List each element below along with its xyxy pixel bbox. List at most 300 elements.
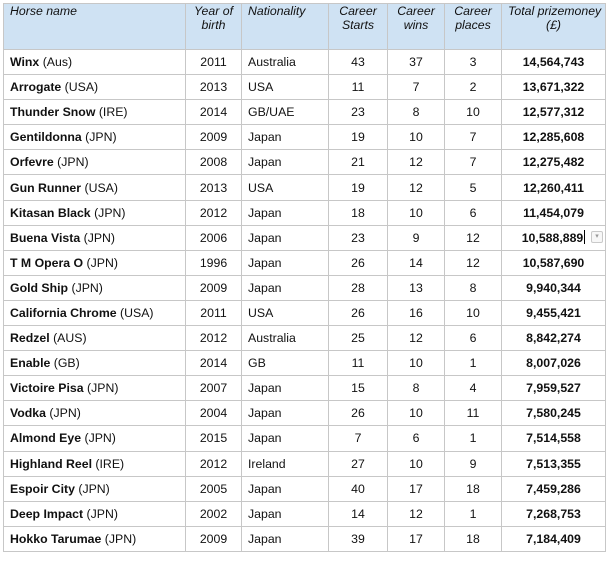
horse-origin: (JPN) — [78, 481, 110, 496]
table-row — [4, 150, 606, 175]
cell-career-starts-value: 7 — [354, 431, 362, 446]
cell-career-starts[interactable] — [329, 275, 388, 300]
header-row — [4, 4, 606, 50]
horse-origin: (IRE) — [95, 456, 125, 471]
cell-nationality-value: Japan — [248, 506, 282, 521]
cell-career-starts[interactable] — [329, 175, 388, 200]
table-body — [4, 50, 606, 552]
cell-horse-name[interactable] — [4, 451, 186, 476]
cell-nationality[interactable] — [242, 225, 329, 250]
cell-career-wins-value: 12 — [409, 155, 423, 170]
cell-career-wins[interactable] — [388, 175, 445, 200]
header-total-prizemoney[interactable]: Total prizemoney (£) — [502, 4, 606, 50]
cell-career-wins-value: 17 — [409, 531, 423, 546]
cell-career-wins-value: 37 — [409, 55, 423, 70]
cell-career-places[interactable] — [445, 275, 502, 300]
cell-career-places[interactable] — [445, 50, 502, 75]
cell-year-of-birth[interactable] — [186, 401, 242, 426]
cell-nationality[interactable] — [242, 75, 329, 100]
cell-nationality[interactable] — [242, 326, 329, 351]
table-row — [4, 50, 606, 75]
cell-horse-name[interactable] — [4, 501, 186, 526]
cell-total-prizemoney-value: 7,580,245 — [526, 406, 581, 421]
cell-total-prizemoney-value: 9,940,344 — [526, 280, 581, 295]
cell-year-of-birth-value: 2005 — [199, 481, 228, 496]
cell-total-prizemoney-value: 13,671,322 — [522, 80, 585, 95]
horse-origin: (JPN) — [71, 280, 103, 295]
cell-nationality[interactable] — [242, 275, 329, 300]
cell-nationality[interactable] — [242, 451, 329, 476]
cell-career-starts-value: 19 — [351, 130, 365, 145]
cell-career-places[interactable] — [445, 501, 502, 526]
cell-nationality-value: Japan — [248, 481, 282, 496]
cell-horse-name[interactable] — [4, 426, 186, 451]
cell-total-prizemoney-value: 10,588,889 — [521, 231, 584, 246]
cell-career-places-value: 1 — [469, 506, 477, 521]
cell-nationality[interactable] — [242, 476, 329, 501]
horse-name: T M Opera O — [10, 255, 84, 270]
chevron-down-icon[interactable]: ▾ — [591, 231, 603, 243]
cell-career-starts[interactable] — [329, 200, 388, 225]
horse-origin: (JPN) — [84, 431, 116, 446]
cell-career-wins-value: 12 — [409, 506, 423, 521]
cell-nationality-value: Japan — [248, 230, 282, 245]
cell-career-wins[interactable] — [388, 125, 445, 150]
cell-career-starts[interactable] — [329, 401, 388, 426]
cell-horse-name[interactable] — [4, 100, 186, 125]
cell-total-prizemoney[interactable] — [502, 476, 606, 501]
cell-horse-name[interactable] — [4, 300, 186, 325]
cell-career-wins[interactable] — [388, 476, 445, 501]
horse-name: California Chrome — [10, 305, 117, 320]
horse-name: Victoire Pisa — [10, 381, 84, 396]
cell-total-prizemoney[interactable] — [502, 300, 606, 325]
cell-total-prizemoney-value: 9,455,421 — [526, 305, 581, 320]
cell-year-of-birth[interactable] — [186, 175, 242, 200]
cell-year-of-birth-value: 2009 — [199, 280, 228, 295]
cell-career-starts[interactable] — [329, 476, 388, 501]
cell-career-places[interactable] — [445, 75, 502, 100]
cell-career-places-value: 12 — [466, 230, 480, 245]
cell-career-starts-value: 15 — [351, 381, 365, 396]
cell-career-places-value: 10 — [466, 305, 480, 320]
cell-career-wins-value: 12 — [409, 180, 423, 195]
cell-career-starts[interactable] — [329, 150, 388, 175]
cell-horse-name[interactable] — [4, 326, 186, 351]
cell-year-of-birth-value: 2004 — [199, 406, 228, 421]
horse-name: Redzel — [10, 331, 50, 346]
cell-nationality-value: Japan — [248, 255, 282, 270]
cell-year-of-birth[interactable] — [186, 300, 242, 325]
cell-year-of-birth-value: 2012 — [199, 331, 228, 346]
cell-career-wins[interactable] — [388, 501, 445, 526]
cell-career-starts[interactable] — [329, 376, 388, 401]
cell-career-wins-value: 10 — [409, 356, 423, 371]
cell-nationality-value: GB/UAE — [248, 105, 295, 120]
cell-horse-name[interactable] — [4, 225, 186, 250]
cell-horse-name[interactable] — [4, 150, 186, 175]
cell-total-prizemoney-value: 8,842,274 — [526, 331, 581, 346]
cell-career-places-value: 7 — [469, 130, 477, 145]
cell-career-starts[interactable] — [329, 501, 388, 526]
horse-name: Enable — [10, 356, 51, 371]
cell-horse-name[interactable] — [4, 476, 186, 501]
horse-origin: (USA) — [120, 305, 154, 320]
data-table — [3, 3, 606, 552]
cell-career-places-value: 9 — [469, 456, 477, 471]
horse-name: Orfevre — [10, 155, 54, 170]
cell-career-starts[interactable] — [329, 75, 388, 100]
cell-year-of-birth[interactable] — [186, 451, 242, 476]
cell-total-prizemoney[interactable] — [502, 426, 606, 451]
cell-year-of-birth[interactable] — [186, 275, 242, 300]
cell-horse-name[interactable] — [4, 250, 186, 275]
cell-career-wins-value: 9 — [412, 230, 420, 245]
cell-nationality[interactable] — [242, 376, 329, 401]
cell-career-places-value: 5 — [469, 180, 477, 195]
cell-career-places[interactable] — [445, 526, 502, 551]
cell-horse-name[interactable] — [4, 401, 186, 426]
cell-career-places[interactable] — [445, 476, 502, 501]
cell-total-prizemoney-value: 7,959,527 — [526, 381, 581, 396]
horse-name: Gold Ship — [10, 280, 69, 295]
cell-horse-name[interactable] — [4, 376, 186, 401]
cell-nationality-value: Japan — [248, 205, 282, 220]
cell-career-wins[interactable] — [388, 426, 445, 451]
cell-career-starts[interactable] — [329, 100, 388, 125]
cell-career-wins[interactable] — [388, 50, 445, 75]
cell-career-wins-value: 8 — [412, 105, 420, 120]
cell-career-starts[interactable] — [329, 326, 388, 351]
cell-career-starts[interactable] — [329, 50, 388, 75]
horse-origin: (JPN) — [85, 130, 117, 145]
cell-career-places[interactable] — [445, 326, 502, 351]
horse-origin: (USA) — [84, 180, 118, 195]
cell-career-places[interactable] — [445, 100, 502, 125]
cell-career-starts[interactable] — [329, 225, 388, 250]
cell-year-of-birth[interactable] — [186, 326, 242, 351]
cell-total-prizemoney[interactable] — [502, 351, 606, 376]
cell-nationality-value: USA — [248, 80, 274, 95]
cell-year-of-birth[interactable] — [186, 426, 242, 451]
cell-career-places-value: 7 — [469, 155, 477, 170]
cell-career-places[interactable] — [445, 351, 502, 376]
horse-origin: (JPN) — [104, 531, 137, 546]
cell-career-places-value: 10 — [466, 105, 480, 120]
header-year-of-birth[interactable]: Year of birth — [186, 4, 242, 50]
cell-year-of-birth[interactable] — [186, 200, 242, 225]
cell-total-prizemoney[interactable] — [502, 150, 606, 175]
cell-nationality[interactable] — [242, 351, 329, 376]
cell-career-places[interactable] — [445, 175, 502, 200]
cell-horse-name[interactable] — [4, 526, 186, 551]
cell-career-wins[interactable] — [388, 200, 445, 225]
cell-year-of-birth[interactable] — [186, 75, 242, 100]
cell-career-wins-value: 10 — [409, 456, 423, 471]
cell-year-of-birth[interactable] — [186, 250, 242, 275]
table-row — [4, 476, 606, 501]
cell-career-places[interactable] — [445, 150, 502, 175]
cell-career-starts-value: 26 — [351, 406, 365, 421]
cell-horse-name[interactable] — [4, 275, 186, 300]
horse-name: Winx — [10, 55, 40, 70]
cell-total-prizemoney-value: 7,514,558 — [526, 431, 581, 446]
cell-career-places-value: 6 — [469, 205, 477, 220]
cell-total-prizemoney-value: 8,007,026 — [526, 356, 581, 371]
table-row — [4, 526, 606, 551]
cell-career-wins[interactable] — [388, 250, 445, 275]
horse-name: Kitasan Black — [10, 205, 91, 220]
cell-career-starts-value: 14 — [351, 506, 365, 521]
cell-total-prizemoney-value: 7,513,355 — [526, 456, 581, 471]
cell-year-of-birth[interactable] — [186, 125, 242, 150]
cell-total-prizemoney[interactable] — [502, 175, 606, 200]
cell-career-wins[interactable] — [388, 376, 445, 401]
horse-origin: (AUS) — [53, 331, 87, 346]
cell-total-prizemoney[interactable] — [502, 50, 606, 75]
cell-career-starts-value: 11 — [351, 356, 365, 371]
horse-name: Hokko Tarumae — [10, 531, 102, 546]
cell-horse-name[interactable] — [4, 50, 186, 75]
cell-nationality-value: Japan — [248, 155, 282, 170]
cell-career-places-value: 1 — [469, 431, 477, 446]
cell-nationality[interactable] — [242, 300, 329, 325]
cell-total-prizemoney[interactable] — [502, 275, 606, 300]
cell-career-starts-value: 43 — [351, 55, 365, 70]
table-row — [4, 175, 606, 200]
cell-career-places-value: 4 — [469, 381, 477, 396]
cell-horse-name[interactable] — [4, 75, 186, 100]
cell-year-of-birth-value: 2002 — [199, 506, 228, 521]
cell-career-places[interactable] — [445, 451, 502, 476]
cell-career-starts[interactable] — [329, 426, 388, 451]
cell-year-of-birth[interactable] — [186, 50, 242, 75]
cell-nationality[interactable] — [242, 100, 329, 125]
cell-nationality-value: Japan — [248, 381, 282, 396]
cell-career-wins[interactable] — [388, 150, 445, 175]
cell-year-of-birth-value: 1996 — [199, 255, 228, 270]
cell-career-wins-value: 17 — [409, 481, 423, 496]
cell-total-prizemoney[interactable] — [502, 401, 606, 426]
cell-career-wins[interactable] — [388, 100, 445, 125]
horse-origin: (JPN) — [87, 381, 119, 396]
cell-total-prizemoney[interactable] — [502, 326, 606, 351]
table-row — [4, 376, 606, 401]
cell-year-of-birth-value: 2008 — [199, 155, 228, 170]
cell-year-of-birth-value: 2011 — [200, 55, 227, 70]
cell-nationality-value: Japan — [248, 431, 282, 446]
header-career-starts[interactable]: Career Starts — [329, 4, 388, 50]
cell-nationality[interactable] — [242, 401, 329, 426]
cell-total-prizemoney[interactable] — [502, 250, 606, 275]
horse-origin: (USA) — [64, 80, 99, 95]
cell-year-of-birth[interactable] — [186, 476, 242, 501]
cell-career-wins[interactable] — [388, 351, 445, 376]
cell-career-places-value: 8 — [469, 280, 477, 295]
cell-career-wins[interactable] — [388, 300, 445, 325]
cell-year-of-birth[interactable] — [186, 351, 242, 376]
cell-career-places-value: 3 — [469, 55, 477, 70]
horse-name: Deep Impact — [10, 506, 84, 521]
cell-career-starts[interactable] — [329, 250, 388, 275]
horse-origin: (JPN) — [86, 255, 118, 270]
cell-career-starts-value: 18 — [351, 205, 365, 220]
cell-career-places[interactable] — [445, 250, 502, 275]
cell-total-prizemoney-value: 10,587,690 — [522, 255, 585, 270]
cell-total-prizemoney[interactable] — [502, 501, 606, 526]
cell-nationality-value: USA — [248, 180, 274, 195]
cell-career-places[interactable] — [445, 376, 502, 401]
table-row — [4, 351, 606, 376]
cell-total-prizemoney[interactable] — [502, 225, 606, 250]
cell-career-wins-value: 10 — [409, 130, 423, 145]
cell-career-wins[interactable] — [388, 326, 445, 351]
cell-total-prizemoney-value: 7,268,753 — [526, 506, 581, 521]
cell-nationality[interactable] — [242, 50, 329, 75]
cell-career-starts-value: 26 — [351, 305, 365, 320]
header-career-wins[interactable]: Career wins — [388, 4, 445, 50]
cell-career-starts-value: 28 — [351, 280, 365, 295]
cell-total-prizemoney-value: 12,577,312 — [522, 105, 585, 120]
header-nationality[interactable]: Nationality — [242, 4, 329, 50]
cell-career-places-value: 11 — [466, 406, 480, 421]
cell-career-starts-value: 40 — [351, 481, 365, 496]
cell-total-prizemoney[interactable] — [502, 100, 606, 125]
cell-nationality[interactable] — [242, 250, 329, 275]
cell-career-starts-value: 25 — [351, 331, 365, 346]
cell-total-prizemoney-value: 12,260,411 — [523, 180, 584, 195]
cell-horse-name[interactable] — [4, 351, 186, 376]
cell-career-starts[interactable] — [329, 451, 388, 476]
cell-career-wins-value: 13 — [409, 280, 423, 295]
cell-career-places[interactable] — [445, 200, 502, 225]
cell-career-wins-value: 7 — [412, 80, 420, 95]
cell-year-of-birth-value: 2013 — [199, 80, 228, 95]
cell-career-places[interactable] — [445, 426, 502, 451]
cell-horse-name[interactable] — [4, 125, 186, 150]
cell-year-of-birth-value: 2014 — [199, 105, 228, 120]
cell-year-of-birth-value: 2012 — [199, 456, 228, 471]
horse-origin: (IRE) — [98, 105, 128, 120]
table-row — [4, 401, 606, 426]
cell-nationality[interactable] — [242, 426, 329, 451]
cell-nationality[interactable] — [242, 150, 329, 175]
table-row — [4, 75, 606, 100]
cell-year-of-birth-value: 2009 — [199, 130, 228, 145]
table-row — [4, 125, 606, 150]
cell-career-wins[interactable] — [388, 275, 445, 300]
cell-year-of-birth[interactable] — [186, 376, 242, 401]
cell-total-prizemoney[interactable] — [502, 451, 606, 476]
cell-year-of-birth-value: 2006 — [199, 230, 228, 245]
cell-career-wins[interactable] — [388, 526, 445, 551]
cell-year-of-birth[interactable] — [186, 100, 242, 125]
cell-career-starts[interactable] — [329, 300, 388, 325]
table-row — [4, 275, 606, 300]
cell-nationality-value: GB — [248, 356, 266, 371]
cell-total-prizemoney[interactable] — [502, 200, 606, 225]
table-row — [4, 451, 606, 476]
cell-nationality-value: Japan — [248, 531, 282, 546]
horse-name: Almond Eye — [10, 431, 82, 446]
cell-career-starts[interactable] — [329, 125, 388, 150]
cell-career-wins-value: 8 — [412, 381, 420, 396]
horse-name: Buena Vista — [10, 230, 81, 245]
cell-nationality-value: Japan — [248, 130, 282, 145]
cell-career-places-value: 2 — [469, 80, 477, 95]
cell-nationality-value: Japan — [248, 406, 282, 421]
cell-career-wins-value: 10 — [409, 205, 423, 220]
cell-career-wins-value: 10 — [409, 406, 423, 421]
cell-career-places[interactable] — [445, 401, 502, 426]
cell-year-of-birth[interactable] — [186, 526, 242, 551]
cell-year-of-birth[interactable] — [186, 150, 242, 175]
cell-nationality[interactable] — [242, 175, 329, 200]
cell-career-wins[interactable] — [388, 225, 445, 250]
cell-nationality[interactable] — [242, 125, 329, 150]
table-row — [4, 100, 606, 125]
cell-nationality-value: Japan — [248, 280, 282, 295]
cell-year-of-birth-value: 2012 — [199, 205, 228, 220]
cell-career-starts-value: 11 — [351, 80, 365, 95]
cell-career-places[interactable] — [445, 125, 502, 150]
header-career-places[interactable]: Career places — [445, 4, 502, 50]
cell-year-of-birth-value: 2011 — [200, 305, 227, 320]
horse-origin: (JPN) — [83, 230, 116, 245]
cell-year-of-birth-value: 2009 — [199, 531, 228, 546]
cell-career-wins[interactable] — [388, 75, 445, 100]
cell-year-of-birth[interactable] — [186, 501, 242, 526]
cell-career-wins[interactable] — [388, 401, 445, 426]
cell-nationality-value: Ireland — [248, 456, 286, 471]
cell-nationality[interactable] — [242, 526, 329, 551]
cell-career-places-value: 12 — [466, 255, 480, 270]
cell-year-of-birth-value: 2007 — [199, 381, 228, 396]
cell-year-of-birth[interactable] — [186, 225, 242, 250]
horse-name: Highland Reel — [10, 456, 92, 471]
cell-nationality[interactable] — [242, 501, 329, 526]
cell-career-places[interactable] — [445, 225, 502, 250]
table-row — [4, 300, 606, 325]
cell-career-wins-value: 16 — [409, 305, 423, 320]
cell-total-prizemoney[interactable] — [502, 376, 606, 401]
cell-total-prizemoney[interactable] — [502, 75, 606, 100]
table-row — [4, 200, 606, 225]
horse-origin: (JPN) — [49, 406, 81, 421]
cell-year-of-birth-value: 2015 — [199, 431, 228, 446]
cell-career-starts[interactable] — [329, 351, 388, 376]
cell-career-starts[interactable] — [329, 526, 388, 551]
cell-year-of-birth-value: 2014 — [199, 356, 228, 371]
cell-total-prizemoney-value: 7,184,409 — [526, 531, 581, 546]
cell-horse-name[interactable] — [4, 200, 186, 225]
cell-career-places[interactable] — [445, 300, 502, 325]
header-horse-name[interactable]: Horse name — [4, 4, 186, 50]
cell-career-starts-value: 23 — [351, 230, 365, 245]
cell-total-prizemoney[interactable] — [502, 526, 606, 551]
cell-nationality[interactable] — [242, 200, 329, 225]
cell-total-prizemoney[interactable] — [502, 125, 606, 150]
horse-name: Thunder Snow — [10, 105, 96, 120]
cell-career-starts-value: 19 — [351, 180, 365, 195]
cell-career-starts-value: 21 — [351, 155, 365, 170]
horse-origin: (Aus) — [42, 55, 73, 70]
cell-nationality-value: Australia — [248, 55, 296, 70]
cell-career-wins[interactable] — [388, 451, 445, 476]
cell-career-starts-value: 27 — [351, 456, 365, 471]
cell-career-wins-value: 14 — [409, 255, 423, 270]
cell-horse-name[interactable] — [4, 175, 186, 200]
